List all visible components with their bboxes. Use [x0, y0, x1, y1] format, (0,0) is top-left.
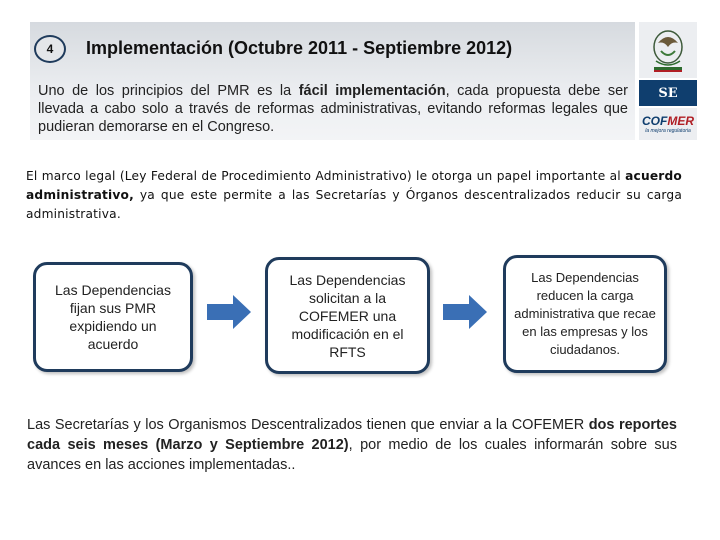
- right-arrow-icon: [207, 295, 251, 329]
- closing-paragraph: [27, 415, 677, 475]
- page-title: Implementación (Octubre 2011 - Septiembre 2012): [86, 38, 513, 58]
- legal-bold: acuerdo administrativo,: [26, 169, 682, 202]
- closing-bold: dos reportes cada seis meses (Marzo y Septiembre 2012): [27, 417, 677, 453]
- intro-text-1: Uno de los principios del PMR es la: [38, 83, 299, 99]
- flow-step-3: Las Dependencias reducen la carga administrativa que recae en las empresas y los ciudadanos.: [503, 255, 667, 373]
- legal-text-1: El marco legal (Ley Federal de Procedimiento Administrativo) le otorga un papel importante al: [26, 169, 626, 183]
- cofemer-text-1: COF: [641, 114, 668, 128]
- intro-bold: fácil implementación: [298, 83, 446, 99]
- intro-paragraph: [38, 82, 628, 136]
- right-arrow-icon: [443, 295, 487, 329]
- legal-text-2: ya que este permite a las Secretarías y Órganos descentralizados reducir su carga administrativa.: [26, 188, 682, 221]
- cofemer-text-2: MER: [667, 114, 694, 128]
- cofemer-tagline: la mejora regulatoria: [645, 128, 691, 134]
- closing-text-2: , por medio de los cuales informarán sobre sus avances en las acciones implementadas..: [27, 437, 677, 473]
- slide-number-badge: 4: [34, 35, 66, 63]
- cofemer-logo: [639, 108, 697, 140]
- flow-step-1: Las Dependencias fijan sus PMR expidiendo un acuerdo: [33, 262, 193, 372]
- legal-paragraph: [26, 167, 682, 224]
- closing-text-1: Las Secretarías y los Organismos Descentralizados tienen que enviar a la COFEMER: [27, 417, 589, 433]
- mexican-eagle-seal-icon: [639, 22, 697, 78]
- se-logo: SE: [639, 80, 697, 106]
- intro-text-2: , cada propuesta debe ser llevada a cabo solo a través de reformas administrativas, evitando reformas legales que pudieran demorarse en el Congreso.: [38, 83, 628, 135]
- flow-step-2: Las Dependencias solicitan a la COFEMER una modificación en el RFTS: [265, 257, 430, 374]
